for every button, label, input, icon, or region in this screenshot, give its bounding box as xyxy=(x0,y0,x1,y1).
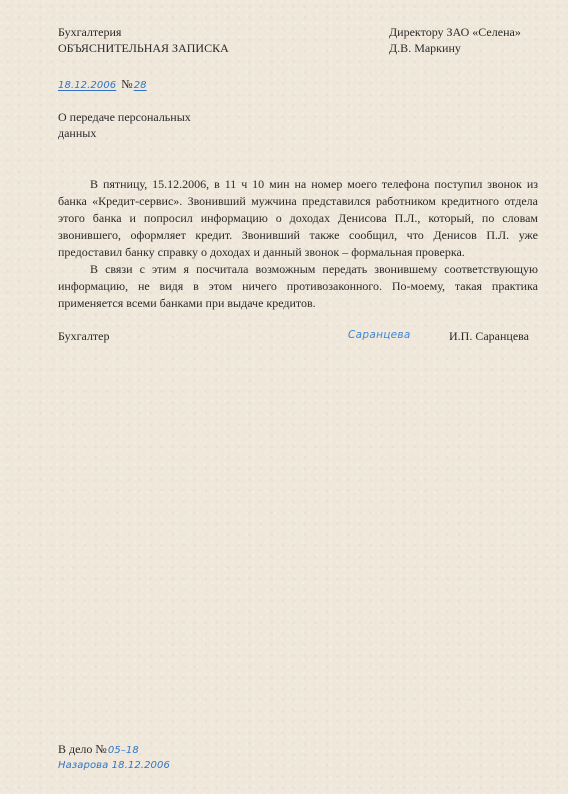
subject-line-2: данных xyxy=(58,126,97,140)
filing-signature-note: Назарова 18.12.2006 xyxy=(58,760,170,771)
subject-line-1: О передаче персональных xyxy=(58,110,191,124)
filing-number: 05–18 xyxy=(107,745,139,756)
body-paragraph-2: В связи с этим я посчитала возможным передать звонившему соответствующую информацию, не видя в этом ничего противозаконного. По-моему, такая практика применяется всеми банками при выдаче кредитов. xyxy=(58,262,538,310)
department-label: Бухгалтерия xyxy=(58,25,122,39)
signature-name: И.П. Саранцева xyxy=(449,329,529,343)
document-number: 28 xyxy=(133,80,147,91)
filing-note xyxy=(58,741,139,759)
body-paragraph-1: В пятницу, 15.12.2006, в 11 ч 10 мин на номер моего телефона поступил звонок из банка «Кредит-сервис». Звонивший мужчина представился работником кредитного отдела этого банка и попросил информацию о доходах Денисова П.Л., который, по словам звонившего, оформляет кредит. Звонивший также сообщил, что Денисов П.Л. уже предоставил банку справку о доходах и данный звонок – формальная проверка. xyxy=(58,177,538,259)
document-date-number xyxy=(58,76,147,94)
document-type-title: ОБЪЯСНИТЕЛЬНАЯ ЗАПИСКА xyxy=(58,41,229,55)
filing-label: В дело № xyxy=(58,742,107,756)
document-number-label: № xyxy=(121,77,133,91)
document-body xyxy=(58,176,538,312)
document-date: 18.12.2006 xyxy=(58,80,117,91)
recipient-line-1: Директору ЗАО «Селена» xyxy=(389,25,521,39)
recipient-line-2: Д.В. Маркину xyxy=(389,41,461,55)
signature-position: Бухгалтер xyxy=(58,329,110,343)
handwritten-signature: Саранцева xyxy=(348,329,411,341)
